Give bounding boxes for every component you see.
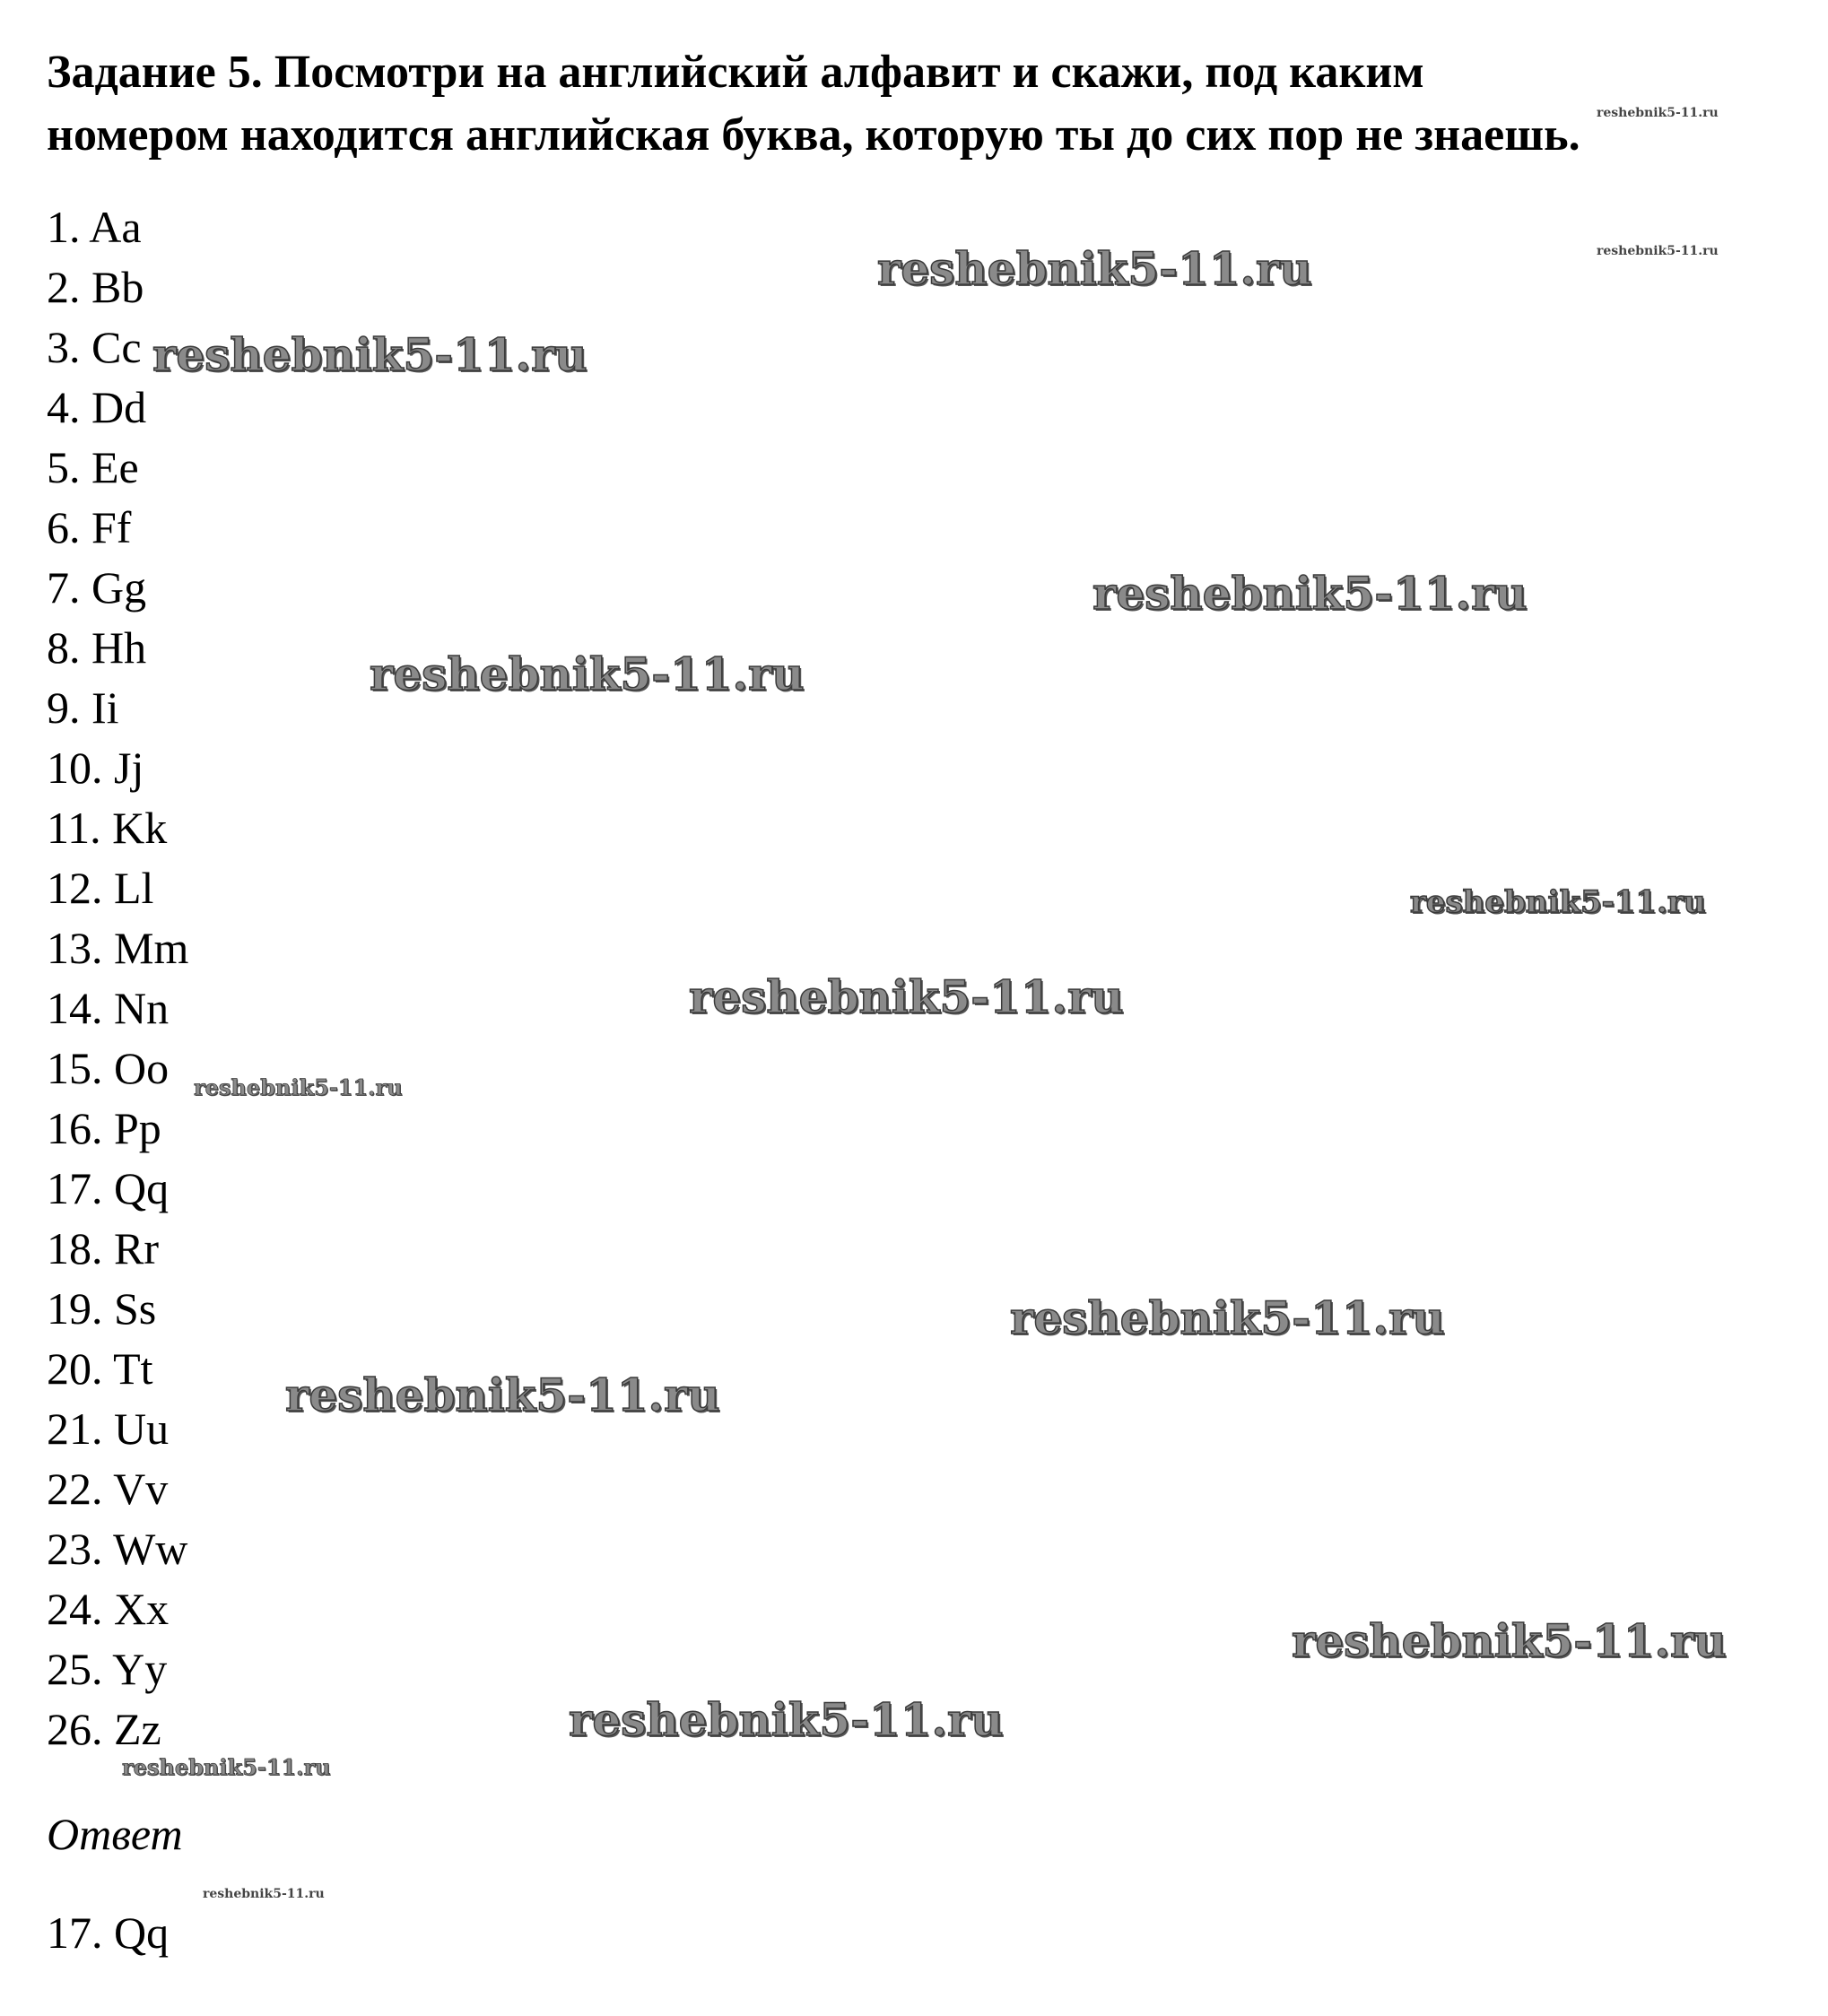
alphabet-item: 17. Qq <box>47 1163 170 1213</box>
alphabet-list <box>47 197 188 1760</box>
alphabet-item: 9. Ii <box>47 682 119 733</box>
alphabet-item: 10. Jj <box>47 743 144 793</box>
alphabet-item: 14. Nn <box>47 983 170 1033</box>
task-title <box>47 41 1805 167</box>
alphabet-item: 6. Ff <box>47 502 132 552</box>
alphabet-item: 4. Dd <box>47 382 147 432</box>
alphabet-item: 25. Yy <box>47 1644 168 1694</box>
watermark: reshebnik5-11.ru <box>152 328 588 381</box>
watermark: reshebnik5-11.ru <box>1597 106 1719 120</box>
watermark: reshebnik5-11.ru <box>122 1754 331 1780</box>
watermark: reshebnik5-11.ru <box>1092 567 1528 620</box>
alphabet-item: 24. Xx <box>47 1584 170 1634</box>
task-title-line-1: Задание 5. Посмотри на английский алфавит и скажи, под каким <box>47 47 1424 98</box>
alphabet-item: 2. Bb <box>47 262 144 312</box>
answer-label: Ответ <box>47 1809 183 1859</box>
watermark: reshebnik5-11.ru <box>1292 1614 1727 1667</box>
answer-value: 17. Qq <box>47 1907 170 1958</box>
alphabet-item: 12. Ll <box>47 863 154 913</box>
alphabet-item: 16. Pp <box>47 1103 161 1153</box>
alphabet-item: 8. Hh <box>47 622 147 673</box>
watermark: reshebnik5-11.ru <box>689 970 1124 1023</box>
alphabet-item: 5. Ee <box>47 442 139 492</box>
watermark: reshebnik5-11.ru <box>370 647 805 700</box>
watermark: reshebnik5-11.ru <box>569 1693 1004 1746</box>
watermark: reshebnik5-11.ru <box>877 242 1312 295</box>
alphabet-item: 15. Oo <box>47 1043 170 1093</box>
watermark: reshebnik5-11.ru <box>1597 244 1719 258</box>
alphabet-item: 19. Ss <box>47 1283 157 1334</box>
alphabet-item: 18. Rr <box>47 1223 159 1273</box>
alphabet-item: 22. Vv <box>47 1464 169 1514</box>
alphabet-item: 7. Gg <box>47 562 147 613</box>
alphabet-item: 11. Kk <box>47 803 168 853</box>
alphabet-item: 1. Aa <box>47 202 142 252</box>
alphabet-item: 21. Uu <box>47 1403 170 1454</box>
watermark: reshebnik5-11.ru <box>194 1074 403 1100</box>
alphabet-item: 26. Zz <box>47 1704 161 1754</box>
alphabet-item: 3. Cc <box>47 322 142 372</box>
alphabet-item: 23. Ww <box>47 1524 188 1574</box>
watermark: reshebnik5-11.ru <box>1410 884 1706 920</box>
task-title-line-2: номером находится английская буква, которую ты до сих пор не знаешь. <box>47 109 1580 161</box>
watermark: reshebnik5-11.ru <box>203 1887 325 1901</box>
watermark: reshebnik5-11.ru <box>1010 1291 1445 1344</box>
watermark: reshebnik5-11.ru <box>285 1369 720 1421</box>
alphabet-item: 13. Mm <box>47 923 189 973</box>
alphabet-item: 20. Tt <box>47 1343 153 1394</box>
